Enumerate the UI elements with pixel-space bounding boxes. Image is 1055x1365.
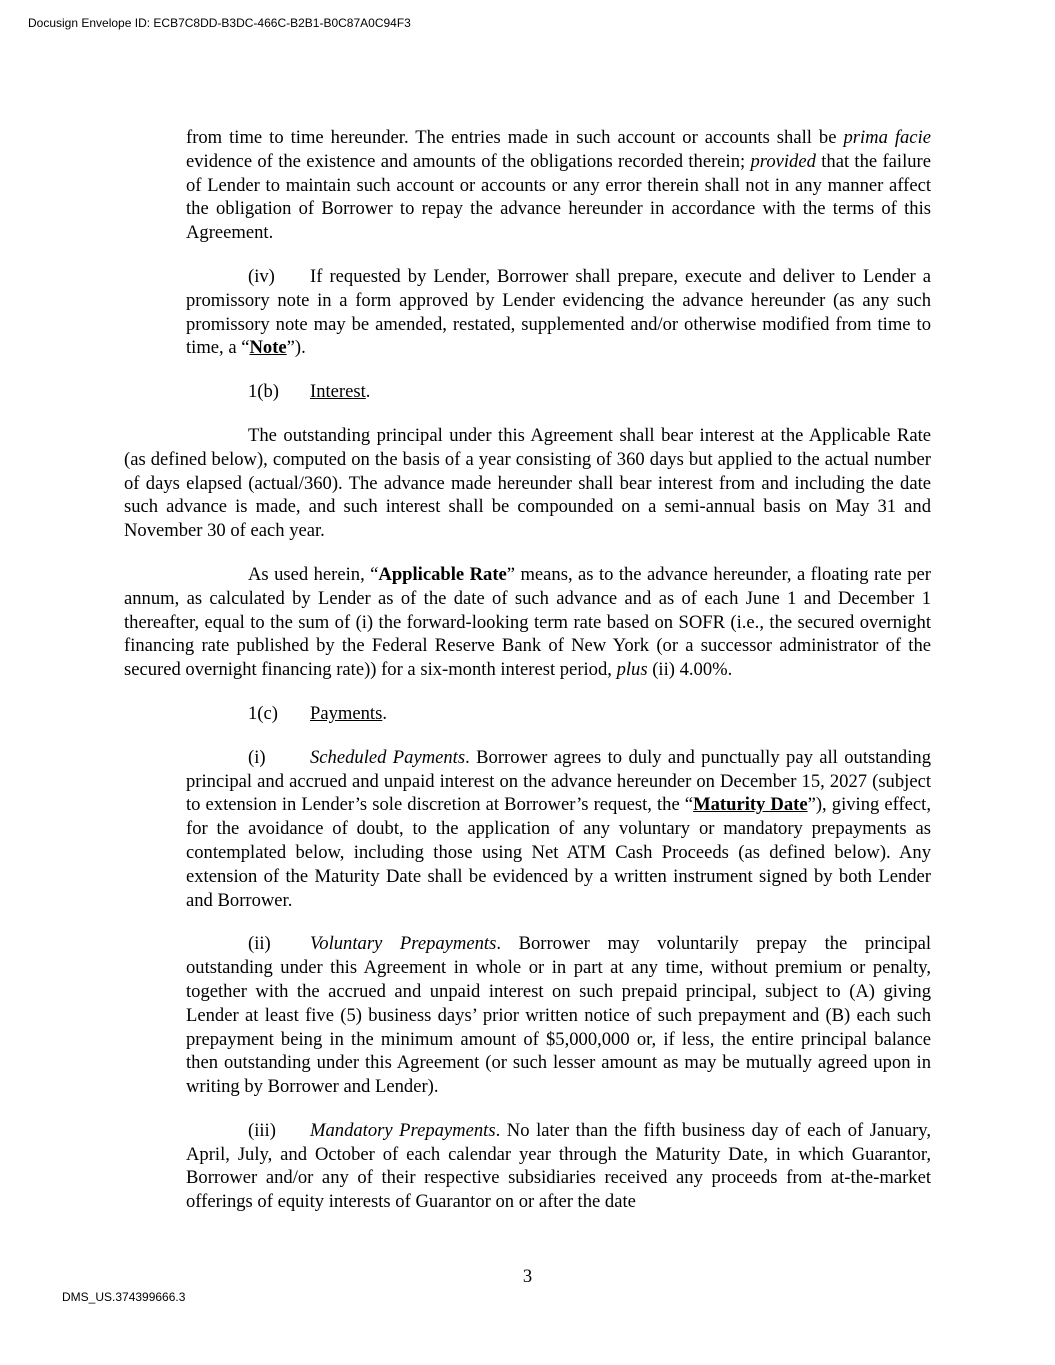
- clause-number: (i): [248, 746, 266, 768]
- defined-term-note: Note: [249, 337, 287, 359]
- clause-heading: Scheduled Payments: [310, 746, 466, 768]
- document-body: [124, 126, 931, 1234]
- paragraph-interest: The outstanding principal under this Agreement shall bear interest at the Applicable Rate (as defined below), computed on the basis of a year consisting of 360 days but applied to the actual number of days elapsed (actual/360). The advance made hereunder shall bear interest from and including the date such advance is made, and such interest shall be compounded on a semi-annual basis on May 31 and November 30 of each year.: [124, 424, 931, 542]
- paragraph-applicable-rate: As used herein, “Applicable Rate” means, as to the advance hereunder, a floating rate per annum, as calculated by Lender as of the date of such advance and as of each June 1 and December 1 thereafter, equal to the sum of (i) the forward-looking term rate based on SOFR (i.e., the secured overnight financing rate published by the Federal Reserve Bank of New York (or a successor administrator of the secured overnight financing rate)) for a six-month interest period, plus (ii) 4.00%.: [124, 563, 931, 681]
- section-heading-payments: 1(c) Payments.: [248, 702, 387, 724]
- section-title: Payments: [310, 702, 383, 724]
- page-number: 3: [522, 1266, 533, 1287]
- envelope-id: Docusign Envelope ID: ECB7C8DD-B3DC-466C-B2B1-B0C87A0C94F3: [28, 16, 411, 30]
- paragraph-mandatory-prepayments: (iii) Mandatory Prepayments. No later than the fifth business day of each of January, April, July, and October of each calendar year through the Maturity Date, in which Guarantor, Borrower and/or any of their respective subsidiaries received any proceeds from at-the-market offerings of equity interests of Guarantor on or after the date: [186, 1119, 931, 1213]
- clause-heading: Voluntary Prepayments: [310, 933, 497, 955]
- defined-term-applicable-rate: Applicable Rate: [378, 563, 507, 585]
- clause-heading: Mandatory Prepayments: [310, 1119, 496, 1141]
- clause-number: (iv): [248, 265, 275, 287]
- paragraph-scheduled-payments: (i) Scheduled Payments. Borrower agrees to duly and punctually pay all outstanding principal and accrued and unpaid interest on the advance hereunder on December 15, 2027 (subject to extension in Lender’s sole discretion at Borrower’s request, the “Maturity Date”), giving effect, for the avoidance of doubt, to the application of any voluntary or mandatory prepayments as contemplated below, including those using Net ATM Cash Proceeds (as defined below). Any extension of the Maturity Date shall be evidenced by a written instrument signed by both Lender and Borrower.: [186, 746, 931, 911]
- clause-number: (ii): [248, 933, 271, 955]
- section-heading-interest: 1(b) Interest.: [248, 381, 371, 403]
- document-id: DMS_US.374399666.3: [62, 1290, 186, 1304]
- paragraph-voluntary-prepayments: (ii) Voluntary Prepayments. Borrower may voluntarily prepay the principal outstanding under this Agreement in whole or in part at any time, without premium or penalty, together with the accrued and unpaid interest on such prepaid principal, subject to (A) giving Lender at least five (5) business days’ prior written notice of such prepayment and (B) each such prepayment being in the minimum amount of $5,000,000 or, if less, the entire principal balance then outstanding under this Agreement (or such lesser amount as may be mutually agreed upon in writing by Borrower and Lender).: [186, 933, 931, 1098]
- defined-term-maturity-date: Maturity Date: [693, 794, 808, 816]
- clause-number: (iii): [248, 1119, 276, 1141]
- section-number: 1(c): [248, 702, 278, 724]
- paragraph-promissory-note: (iv) If requested by Lender, Borrower shall prepare, execute and deliver to Lender a promissory note in a form approved by Lender evidencing the advance hereunder (as any such promissory note may be amended, restated, supplemented and/or otherwise modified from time to time, a “Note”).: [186, 265, 931, 359]
- section-title: Interest: [310, 381, 366, 403]
- paragraph-account-entries: from time to time hereunder. The entries made in such account or accounts shall be prima facie evidence of the existence and amounts of the obligations recorded therein; provided that the failure of Lender to maintain such account or accounts or any error therein shall not in any manner affect the obligation of Borrower to repay the advance hereunder in accordance with the terms of this Agreement.: [186, 127, 931, 244]
- section-number: 1(b): [248, 381, 279, 403]
